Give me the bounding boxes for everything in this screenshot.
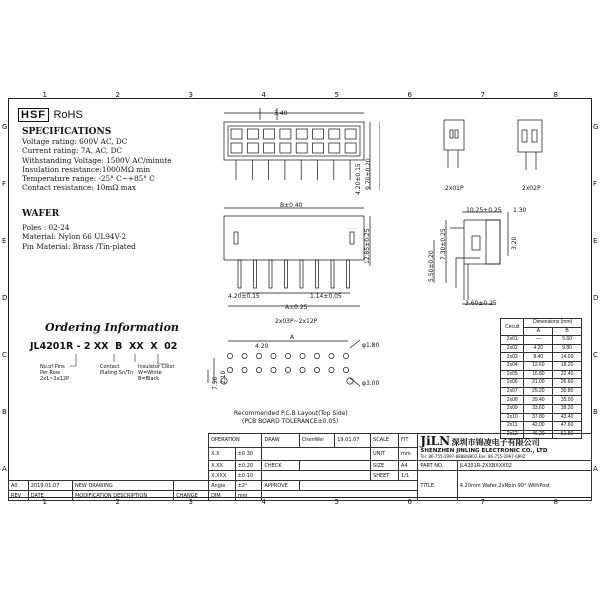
- cavity: [296, 129, 307, 139]
- ruler-label: G: [593, 122, 599, 131]
- ruler-label: E: [593, 236, 598, 245]
- dim-table-row: [501, 336, 582, 345]
- change-header: CHANGE: [174, 491, 209, 501]
- ruler-label: 8: [553, 91, 558, 99]
- draw-label: DRAW: [262, 434, 299, 448]
- ruler-label: B: [593, 408, 598, 417]
- cavity: [313, 143, 324, 153]
- wafer-line: Poles : 02-24: [22, 223, 70, 233]
- company-name-en: SHENZHEN JINLING ELECTRONIC CO., LTD: [420, 448, 548, 454]
- pcb-dim-210: 2.10: [220, 370, 227, 384]
- dim-height-a: 9.70±0.20: [365, 158, 372, 190]
- b-cell: 14.00: [553, 353, 582, 362]
- col-b: B: [553, 327, 582, 336]
- b-cell: 5.60: [553, 336, 582, 345]
- pcb-hole: [329, 353, 334, 358]
- dim-table-row: [501, 413, 582, 422]
- dim-side-130: 1.30: [513, 207, 527, 214]
- ordering-note-pins: No.of Pins Per Row 2x1~2x12P: [40, 364, 70, 382]
- ruler-label: 4: [261, 91, 266, 99]
- part-label: PART NO.: [418, 461, 457, 471]
- circuit-cell: 2x08: [501, 396, 524, 405]
- circuit-cell: 2x09: [501, 404, 524, 413]
- dim-top-pitch: 3.40: [274, 110, 288, 117]
- check-label: CHECK: [262, 461, 299, 471]
- wafer-line: Material: Nylon 66 UL94V-2: [22, 232, 127, 242]
- sheet-value: 1/1: [399, 471, 418, 481]
- ruler-label: F: [2, 179, 7, 188]
- part-value: JL4201R-2XXBXXX02: [457, 461, 591, 471]
- ruler-label: 5: [334, 91, 339, 99]
- a-cell: 42.00: [524, 422, 553, 431]
- wafer-block: [22, 210, 207, 251]
- ruler-label: D: [2, 294, 8, 302]
- pcb-hole: [300, 367, 305, 372]
- ruler-label: 2: [115, 91, 120, 99]
- ruler-label: 3: [188, 498, 193, 506]
- ruler-label: G: [2, 122, 8, 131]
- dim-table-row: [501, 422, 582, 431]
- a-cell: 29.40: [524, 396, 553, 405]
- size-label: SIZE: [371, 461, 399, 471]
- tol-value-1: ±0.20: [235, 461, 262, 471]
- col-a: A: [524, 327, 553, 336]
- ruler-label: 7: [480, 498, 485, 506]
- tol-value-2: ±0.10: [235, 471, 262, 481]
- ruler-label: 8: [553, 498, 558, 506]
- range-label: 2x03P~2x12P: [275, 318, 318, 325]
- a-cell: —: [524, 336, 553, 345]
- circuit-cell: 2x06: [501, 379, 524, 388]
- ruler-label: A: [2, 465, 7, 474]
- pcb-dim-750: 7.50: [212, 376, 219, 390]
- circuit-cell: 2x12: [501, 430, 524, 439]
- ruler-label: E: [2, 236, 7, 245]
- pin: [300, 260, 303, 288]
- spec-line: Current rating: 7A, AC, DC: [22, 146, 122, 156]
- rohs-mark: RoHS: [53, 109, 83, 121]
- cavity: [231, 129, 242, 139]
- dim-table-title: Dimensions (mm): [524, 319, 582, 328]
- a-cell: 46.20: [524, 430, 553, 439]
- dim-side-550: 5.50±0.20: [428, 250, 435, 282]
- dim-side-730: 7.30±0.25: [440, 228, 447, 260]
- b-cell: 51.80: [553, 430, 582, 439]
- cavity: [247, 143, 258, 153]
- pcb-hole: [343, 353, 348, 358]
- dim-table-row: [501, 353, 582, 362]
- ordering-note-plating: Contact Plating Sn/Tn: [100, 364, 134, 376]
- tol-value-0: ±0.30: [235, 447, 262, 461]
- dim-side-1285: 12.85±0.25: [364, 228, 371, 264]
- pcb-hole: [256, 353, 261, 358]
- pcb-hole: [300, 353, 305, 358]
- pcb-hole: [285, 367, 290, 372]
- ruler-label: A: [593, 465, 598, 474]
- title-block: [8, 433, 592, 501]
- dim-table-row: [501, 361, 582, 370]
- ruler-label: 6: [407, 498, 412, 506]
- circuit-cell: 2x11: [501, 422, 524, 431]
- rev-value: A0: [9, 481, 29, 491]
- pcb-caption-1: Recommended P.C.B Layout(Top Side): [234, 410, 348, 417]
- a-cell: 37.80: [524, 413, 553, 422]
- pin: [285, 260, 288, 288]
- dim-table-row: [501, 396, 582, 405]
- pin: [238, 260, 241, 288]
- pcb-hole: [227, 353, 232, 358]
- pcb-hole: [314, 353, 319, 358]
- ruler-label: 7: [480, 91, 485, 99]
- circuit-cell: 2x04: [501, 361, 524, 370]
- ordering-note-color: Insulator Color W=White B=Black: [138, 364, 175, 382]
- pin: [347, 260, 350, 288]
- spec-line: Temperature range: -25° C~+85° C: [22, 174, 155, 184]
- b-cell: 9.80: [553, 344, 582, 353]
- scale-value: FIT: [399, 434, 418, 448]
- drawer-name: ChenWei: [299, 434, 335, 448]
- pcb-hole-2: φ3.00: [362, 380, 380, 387]
- unit-label: UNIT: [371, 447, 399, 461]
- cavity: [264, 143, 275, 153]
- title-label: TITLE:: [418, 471, 457, 501]
- a-cell: 21.00: [524, 379, 553, 388]
- pcb-hole: [271, 353, 276, 358]
- dim-height-b: 4.20±0.15: [355, 163, 362, 195]
- ruler-label: C: [2, 351, 7, 360]
- cavity: [345, 143, 356, 153]
- title-value: 4.20mm Wafer 2xNpin 90° WithPost: [457, 471, 591, 501]
- ruler-label: 4: [261, 498, 266, 506]
- rev-description: NEW DRAWING: [72, 481, 173, 491]
- pin: [331, 260, 334, 288]
- cavity: [280, 143, 291, 153]
- pcb-hole: [242, 367, 247, 372]
- cavity: [329, 143, 340, 153]
- pcb-hole: [329, 367, 334, 372]
- circuit-cell: 2x07: [501, 387, 524, 396]
- dim-unit: mm: [235, 491, 262, 501]
- b-cell: 47.60: [553, 422, 582, 431]
- label-2x02: 2x02P: [522, 185, 541, 192]
- rev-date: 2019.01.07: [28, 481, 72, 491]
- tol-label-3: Angle: [209, 481, 236, 491]
- connector-drawings: [200, 108, 380, 418]
- ruler-label: 5: [334, 498, 339, 506]
- dim-table-row: [501, 387, 582, 396]
- company-block: [418, 434, 592, 461]
- approve-label: APPROVE: [262, 481, 299, 491]
- b-cell: 22.40: [553, 370, 582, 379]
- pcb-hole-1: φ1.80: [362, 342, 380, 349]
- dim-table-row: [501, 404, 582, 413]
- pcb-hole: [271, 367, 276, 372]
- b-cell: 35.00: [553, 396, 582, 405]
- dim-side-1025: 10.25±0.25: [466, 207, 502, 214]
- ruler-label: 3: [188, 91, 193, 99]
- circuit-cell: 2x05: [501, 370, 524, 379]
- b-cell: 43.40: [553, 413, 582, 422]
- a-cell: 25.20: [524, 387, 553, 396]
- dim-a: A±0.25: [285, 304, 308, 311]
- b-cell: 26.60: [553, 379, 582, 388]
- a-cell: 4.20: [524, 344, 553, 353]
- cavity: [313, 129, 324, 139]
- cavity: [264, 129, 275, 139]
- pcb-caption-2: (PCB BOARD TOLERANCE±0.05): [242, 418, 339, 425]
- a-cell: 12.60: [524, 361, 553, 370]
- b-cell: 39.20: [553, 404, 582, 413]
- wafer-line: Pin Material: Brass /Tin-plated: [22, 241, 136, 251]
- a-cell: 16.80: [524, 370, 553, 379]
- circuit-cell: 2x01: [501, 336, 524, 345]
- hsf-rohs-logo: [18, 105, 83, 123]
- ruler-label: 1: [42, 91, 47, 99]
- scale-label: SCALE: [371, 434, 399, 448]
- tol-label-0: X.X: [209, 447, 236, 461]
- operation-label: OPERATION: [209, 434, 262, 448]
- pcb-post-hole: [347, 378, 353, 384]
- ruler-label: 6: [407, 91, 412, 99]
- b-cell: 30.80: [553, 387, 582, 396]
- pcb-hole: [285, 353, 290, 358]
- spec-line: Contact resistance: 10mΩ max: [22, 183, 137, 193]
- unit-value: mm: [399, 447, 418, 461]
- tol-value-3: ±2°: [235, 481, 262, 491]
- cavity: [296, 143, 307, 153]
- label-2x01: 2x01P: [445, 185, 464, 192]
- pcb-dim-a: A: [290, 334, 295, 341]
- ordering-code: JL4201R - 2 XX B XX X 02: [30, 341, 178, 352]
- size-value: A4: [399, 461, 418, 471]
- specifications-block: [22, 128, 207, 192]
- specifications-heading: SPECIFICATIONS: [22, 127, 112, 137]
- a-cell: 33.60: [524, 404, 553, 413]
- ruler-label: B: [2, 408, 7, 417]
- ruler-label: 2: [115, 498, 120, 506]
- tol-label-2: X.XXX: [209, 471, 236, 481]
- dim-table-row: [501, 344, 582, 353]
- a-cell: 8.40: [524, 353, 553, 362]
- circuit-cell: 2x10: [501, 413, 524, 422]
- circuit-cell: 2x03: [501, 353, 524, 362]
- dimensions-table: [500, 318, 582, 439]
- ruler-label: C: [593, 351, 598, 360]
- tol-label-1: X.XX: [209, 461, 236, 471]
- right-ruler: [592, 98, 599, 498]
- dim-header: DIM: [209, 491, 236, 501]
- company-logo: JiLN: [420, 434, 451, 448]
- circuit-cell: 2x02: [501, 344, 524, 353]
- pin: [316, 260, 319, 288]
- hsf-mark: HSF: [18, 108, 49, 122]
- ruler-label: 1: [42, 498, 47, 506]
- pcb-hole: [227, 367, 232, 372]
- ruler-label: F: [593, 179, 598, 188]
- pcb-hole: [242, 353, 247, 358]
- pcb-hole: [343, 367, 348, 372]
- pin: [254, 260, 257, 288]
- dim-table-row: [501, 370, 582, 379]
- company-name-cn: 深圳市锦凌电子有限公司: [451, 438, 540, 447]
- rev-header: REV: [9, 491, 29, 501]
- modification-header: MODIFICATION DESCRIPTION: [72, 491, 173, 501]
- pcb-hole: [314, 367, 319, 372]
- date-header: DATE: [28, 491, 72, 501]
- cavity: [345, 129, 356, 139]
- cavity: [329, 129, 340, 139]
- spec-line: Insulation resistance:1000MΩ min: [22, 164, 151, 174]
- cavity: [247, 129, 258, 139]
- left-ruler: [1, 98, 8, 498]
- dim-side-320: 3.20: [511, 236, 518, 250]
- dim-pin-114: 1.14±0.05: [310, 293, 342, 300]
- draw-date: 19.01.07: [335, 434, 371, 448]
- col-circuit: Circuit: [501, 319, 524, 336]
- spec-line: Voltage rating: 600V AC, DC: [22, 137, 128, 147]
- cavity: [280, 129, 291, 139]
- dim-b: B±0.40: [280, 202, 303, 209]
- pcb-dim-420: 4.20: [255, 343, 269, 350]
- b-cell: 18.20: [553, 361, 582, 370]
- wafer-heading: WAFER: [22, 209, 60, 219]
- pin: [269, 260, 272, 288]
- sheet-label: SHEET: [371, 471, 399, 481]
- dim-side-360: 3.60±0.25: [465, 300, 497, 307]
- dim-table-row: [501, 379, 582, 388]
- spec-line: Withstanding Voltage: 1500V AC/minute: [22, 155, 172, 165]
- pcb-hole: [256, 367, 261, 372]
- dim-pitch-420: 4.20±0.15: [228, 293, 260, 300]
- ordering-heading: Ordering Information: [45, 321, 179, 334]
- company-tel: Tel: 86-755-2997-8888/8802 Fax: 86-755-2997-6992: [420, 454, 526, 459]
- ruler-label: D: [593, 294, 599, 302]
- cavity: [231, 143, 242, 153]
